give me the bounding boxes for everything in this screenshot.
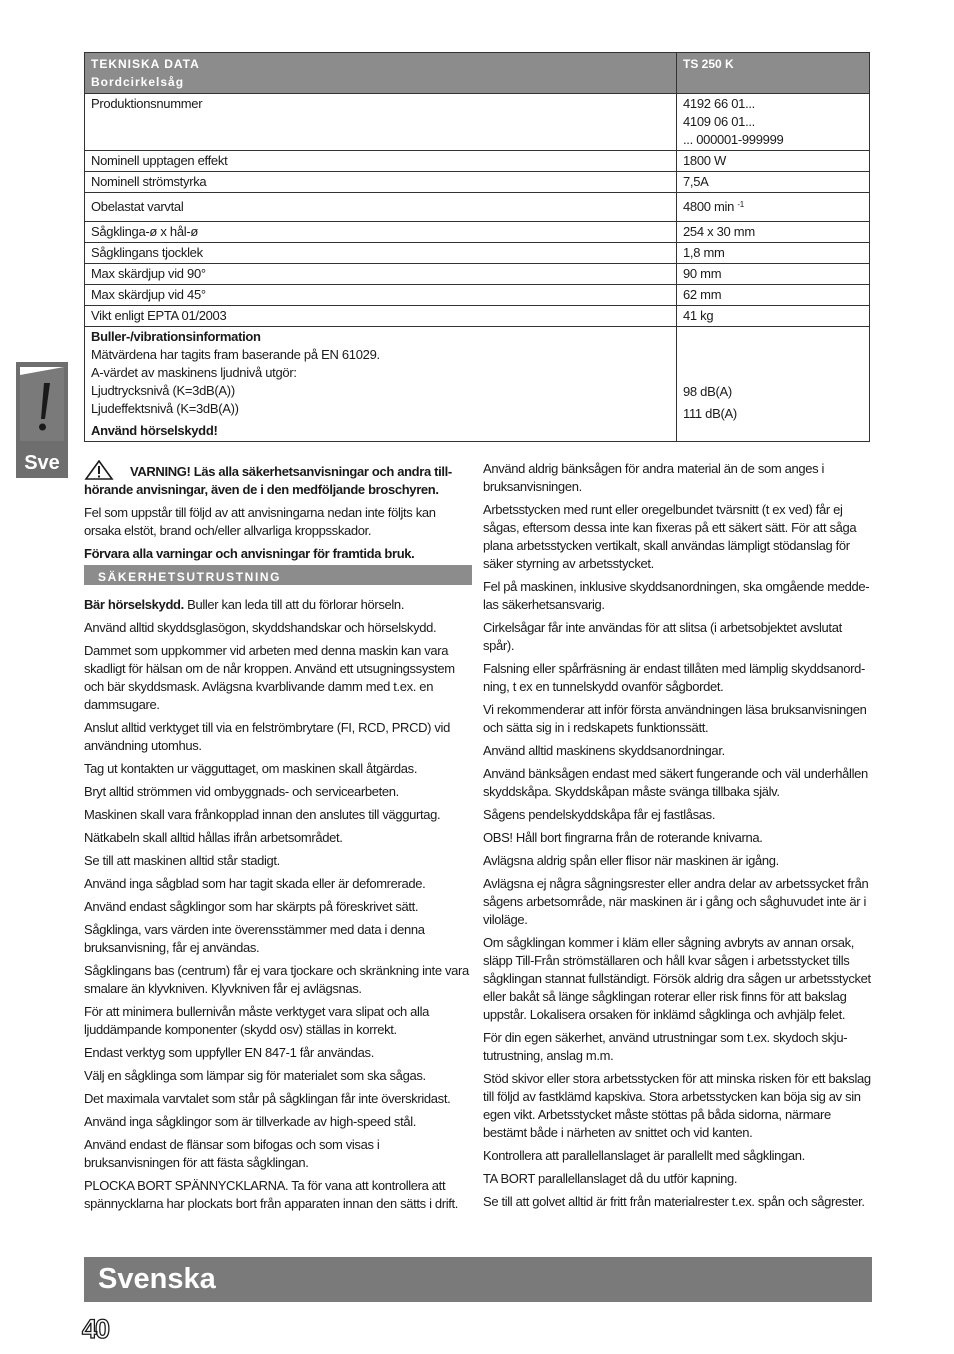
- row-value: 254 x 30 mm: [677, 222, 870, 243]
- warning-paragraph: [84, 460, 472, 499]
- noise-footer: Använd hörselskydd!: [91, 423, 218, 438]
- paragraph: Sågklinga, vars värden inte överensstämmer med data i denna bruksanvisning, får ej användas.: [84, 922, 425, 955]
- paragraph: Kontrollera att parallellanslaget är parallellt med sågklingan.: [483, 1148, 805, 1163]
- paragraph: Använd endast sågklingor som har skärpts på föreskrivet sätt.: [84, 899, 419, 914]
- row-label: Max skärdjup vid 90°: [85, 264, 677, 285]
- paragraph: Anslut alltid verktyget till via en felströmbrytare (FI, RCD, PRCD) vid användning utomhus.: [84, 720, 450, 753]
- row-value: [677, 193, 870, 222]
- hearing-bold: Bär hörselskydd.: [84, 597, 184, 612]
- table-model: TS 250 K: [677, 53, 870, 94]
- row-value: 41 kg: [677, 306, 870, 327]
- noise-values-cell: [677, 327, 870, 442]
- paragraph: Det maximala varvtalet som står på sågklingan får inte överskridast.: [84, 1091, 451, 1106]
- row-value: [677, 94, 870, 151]
- row-label: Sågklingans tjocklek: [85, 243, 677, 264]
- paragraph: Om sågklingan kommer i kläm eller sågning avbryts av annan orsak, släpp Till-Från strömställaren och håll kvar sågen i arbetsstycket tills sågklingan stannat fullständigt. Försök aldrig dra sågen ur arbetsstycket eller bakåt så länge sågklingan roterar eller risk finns för att bakslag uppstår. Lokalisera orsaken för inklämd sågklinga och avhjälp felet.: [483, 935, 871, 1022]
- paragraph: Avlägsna aldrig spån eller flisor när maskinen är igång.: [483, 853, 779, 868]
- table-row: [85, 222, 870, 243]
- paragraph: Fel på maskinen, inklusive skyddsanordningen, ska omgående meddelas säkerhetsansvarig.: [483, 579, 870, 612]
- paragraph: Tag ut kontakten ur vägguttaget, om maskinen skall åtgärdas.: [84, 761, 418, 776]
- paragraph: Avlägsna ej några sågningsrester eller andra delar av arbetssycket från sågens arbetsområde, när maskinen är i gång och såghuvudet inte är i viloläge.: [483, 876, 869, 927]
- section-heading: SÄKERHETSUTRUSTNING: [84, 565, 472, 585]
- table-header-row: [85, 53, 870, 94]
- value-line: 4192 66 01...: [683, 96, 755, 111]
- warning-exclamation-icon: [20, 367, 64, 441]
- paragraph: Använd bänksågen endast med säkert fungerande och väl underhållen skyddskåpa. Skyddskåpan måste svänga tillbaka själv.: [483, 766, 868, 799]
- paragraph: Använd aldrig bänksågen för andra material än de som anges i bruksanvisningen.: [483, 461, 825, 494]
- row-label: Max skärdjup vid 45°: [85, 285, 677, 306]
- row-value: 90 mm: [677, 264, 870, 285]
- hearing-rest: Buller kan leda till att du förlorar hörseln.: [183, 597, 405, 612]
- keep-instructions: Förvara alla varningar och anvisningar för framtida bruk.: [84, 546, 415, 561]
- row-value: 1,8 mm: [677, 243, 870, 264]
- table-row: [85, 193, 870, 222]
- page-number: 40: [82, 1314, 109, 1344]
- table-subtitle: Bordcirkelsåg: [91, 75, 185, 89]
- value-line: 4109 06 01...: [683, 114, 755, 129]
- row-label: Produktionsnummer: [85, 94, 677, 151]
- noise-line: Ljudeffektsnivå (K=3dB(A)): [91, 401, 239, 416]
- paragraph: Nätkabeln skall alltid hållas ifrån arbetsområdet.: [84, 830, 343, 845]
- paragraph: PLOCKA BORT SPÄNNYCKLARNA. Ta för vana att kontrollera att spännycklarna har plockats bort från apparaten innan den sätts i drift.: [84, 1178, 459, 1211]
- paragraph: Endast verktyg som uppfyller EN 847-1 får användas.: [84, 1045, 374, 1060]
- paragraph: Arbetsstycken med runt eller oregelbundet tvärsnitt (t ex ved) får ej sågas, eftersom dessa inte kan fixeras på ett säkert sätt. För att såga plana arbetsstycken vertikalt, skall användas lämpligt stödanslag för säker styrning av arbetsstycket.: [483, 502, 857, 571]
- paragraph: TA BORT parallellanslaget då du utför kapning.: [483, 1171, 738, 1186]
- noise-line: A-värdet av maskinens ljudnivå utgör:: [91, 365, 297, 380]
- table-row: [85, 94, 870, 151]
- warning-triangle-icon: [84, 460, 114, 480]
- warning-consequence: Fel som uppstår till följd av att anvisningarna nedan inte följts kan orsaka elstöt, brand och/eller allvarliga kroppsskador.: [84, 505, 436, 538]
- table-row: [85, 285, 870, 306]
- paragraph: Använd inga sågklingor som är tillverkade av high-speed stål.: [84, 1114, 417, 1129]
- row-value: 62 mm: [677, 285, 870, 306]
- side-tab-label: Sve: [24, 452, 60, 474]
- noise-value: 111 dB(A): [683, 406, 737, 421]
- paragraph: OBS! Håll bort fingrarna från de roterande knivarna.: [483, 830, 763, 845]
- warning-text: VARNING! Läs alla säkerhetsanvisningar och andra tillhörande anvisningar, även de i den medföljande broschyren.: [84, 464, 453, 497]
- table-title: TEKNISKA DATA: [91, 57, 200, 71]
- paragraph: Cirkelsågar får inte användas för att slitsa (i arbetsobjektet avslutat spår).: [483, 620, 842, 653]
- paragraph: Använd inga sågblad som har tagit skada eller är defomrerade.: [84, 876, 426, 891]
- technical-data-table: [84, 52, 870, 442]
- value-text: 4800 min: [683, 199, 735, 214]
- paragraph: Bryt alltid strömmen vid ombyggnads- och servicearbeten.: [84, 784, 399, 799]
- paragraph: Välj en sågklinga som lämpar sig för materialet som ska sågas.: [84, 1068, 426, 1083]
- row-label: Sågklinga-ø x hål-ø: [85, 222, 677, 243]
- row-label: Nominell strömstyrka: [85, 172, 677, 193]
- paragraph: Använd alltid maskinens skyddsanordningar.: [483, 743, 725, 758]
- row-label: Nominell upptagen effekt: [85, 151, 677, 172]
- noise-info-row: [85, 327, 870, 442]
- paragraph: Dammet som uppkommer vid arbeten med denna maskin kan vara skadligt för hälsan om de når kroppen. Använd ett utsugningssystem och bär skyddsmask. Avlägsna kvarblivande damm med t.ex. en dammsugare.: [84, 643, 455, 712]
- paragraph: Falsning eller spårfräsning är endast tillåten med lämplig skyddsanordning, t ex en tunnelskydd ovanför sågbordet.: [483, 661, 866, 694]
- paragraph: För din egen säkerhet, använd utrustningar som t.ex. skydoch skjututrustning, anslag m.m.: [483, 1030, 848, 1063]
- paragraph: Sågens pendelskyddskåpa får ej fastlåsas.: [483, 807, 716, 822]
- right-column: [483, 460, 873, 1216]
- row-label: Vikt enligt EPTA 01/2003: [85, 306, 677, 327]
- table-row: [85, 243, 870, 264]
- paragraph: Vi rekommenderar att inför första användningen läsa bruksanvisningen och sätta sig in i redskapets funktionssätt.: [483, 702, 867, 735]
- table-row: [85, 306, 870, 327]
- table-header-cell: [85, 53, 677, 94]
- table-row: [85, 172, 870, 193]
- hearing-paragraph: [84, 596, 472, 614]
- paragraph: Se till att golvet alltid är fritt från materialrester t.ex. spån och sågrester.: [483, 1194, 865, 1209]
- noise-line: Mätvärdena har tagits fram baserande på EN 61029.: [91, 347, 380, 362]
- paragraph: För att minimera bullernivån måste verktyget vara slipat och alla ljuddämpande komponenter (skydd osv) ställas in korrekt.: [84, 1004, 430, 1037]
- row-value: 7,5A: [677, 172, 870, 193]
- row-value: 1800 W: [677, 151, 870, 172]
- paragraph: Använd alltid skyddsglasögon, skyddshandskar och hörselskydd.: [84, 620, 437, 635]
- noise-info-cell: [85, 327, 677, 442]
- noise-title: Buller-/vibrationsinformation: [91, 329, 261, 344]
- left-column: [84, 460, 472, 1218]
- language-footer-bar: Svenska: [84, 1257, 872, 1302]
- noise-line: Ljudtrycksnivå (K=3dB(A)): [91, 383, 235, 398]
- paragraph: Sågklingans bas (centrum) får ej vara tjockare och skränkning inte vara smalare än klyvkniven. Klyvkniven får ej avlägsnas.: [84, 963, 469, 996]
- table-row: [85, 151, 870, 172]
- paragraph: Använd endast de flänsar som bifogas och som visas i bruksanvisningen för att fästa sågklingan.: [84, 1137, 380, 1170]
- paragraph: Se till att maskinen alltid står stadigt.: [84, 853, 280, 868]
- row-label: Obelastat varvtal: [85, 193, 677, 222]
- value-superscript: -1: [737, 200, 744, 209]
- language-side-tab: [16, 362, 68, 478]
- noise-value: 98 dB(A): [683, 384, 732, 399]
- table-row: [85, 264, 870, 285]
- paragraph: Maskinen skall vara frånkopplad innan den anslutes till väggurtag.: [84, 807, 441, 822]
- value-line: ... 000001-999999: [683, 132, 784, 147]
- paragraph: Stöd skivor eller stora arbetsstycken för att minska risken för ett bakslag till följd av fastklämd kapskiva. Stora arbetsstycken kan böja sig av sin egen vikt. Arbetsstycket måste stöttas på båda sidorna, närmare bestämt både i närheten av snittet och vid kanten.: [483, 1071, 871, 1140]
